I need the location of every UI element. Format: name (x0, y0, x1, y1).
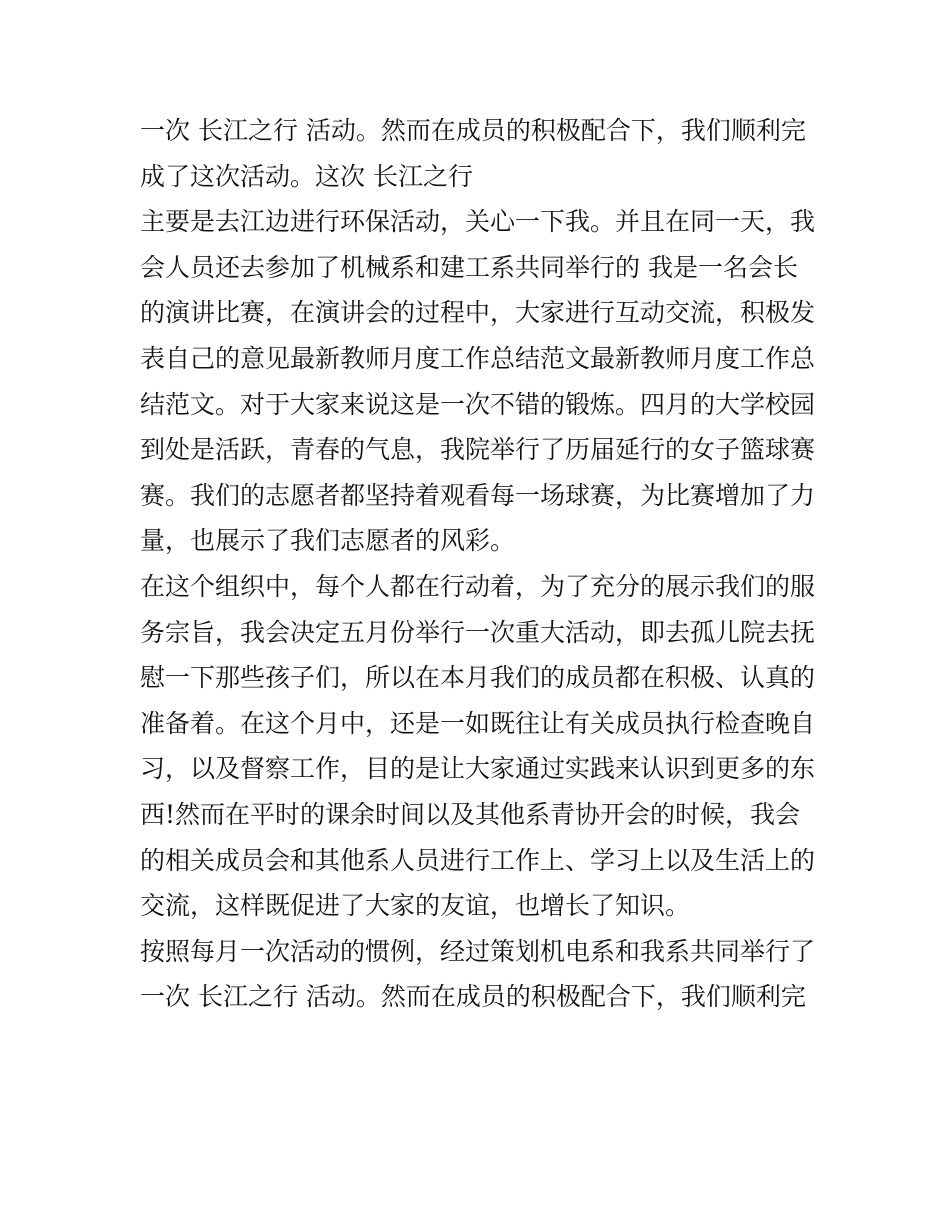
text-line: 一次 长江之行 活动。然而在成员的积极配合下，我们顺利完 (140, 116, 806, 145)
text-line: 交流，这样既促进了大家的友谊，也增长了知识。 (140, 891, 691, 921)
text-line: 会人员还去参加了机械系和建工系共同举行的 我是一名会长 (140, 252, 798, 282)
body-text (140, 108, 820, 1020)
text-line: 的演讲比赛，在演讲会的过程中，大家进行互动交流，积极发 (140, 298, 816, 328)
text-line: 主要是去江边进行环保活动，关心一下我。并且在同一天，我 (140, 207, 816, 237)
text-line: 的相关成员会和其他系人员进行工作上、学习上以及生活上的 (140, 845, 816, 875)
text-line: 表自己的意见最新教师月度工作总结范文最新教师月度工作总 (140, 343, 816, 373)
text-line: 准备着。在这个月中，还是一如既往让有关成员执行检查晚自 (140, 708, 816, 738)
text-line: 按照每月一次活动的惯例，经过策划机电系和我系共同举行了 (140, 936, 816, 966)
text-line: 习，以及督察工作，目的是让大家通过实践来认识到更多的东 (140, 754, 816, 784)
text-line: 成了这次活动。这次 长江之行 (140, 161, 473, 191)
text-line: 在这个组织中，每个人都在行动着，为了充分的展示我们的服 (140, 571, 816, 601)
text-line: 赛。我们的志愿者都坚持着观看每一场球赛，为比赛增加了力 (140, 480, 816, 510)
text-line: 一次 长江之行 活动。然而在成员的积极配合下，我们顺利完 (140, 982, 806, 1012)
text-line: 量，也展示了我们志愿者的风彩。 (140, 526, 516, 556)
text-line: 务宗旨，我会决定五月份举行一次重大活动，即去孤儿院去抚 (140, 617, 816, 647)
text-line: 慰一下那些孩子们，所以在本月我们的成员都在积极、认真的 (140, 663, 816, 693)
text-line: 到处是活跃，青春的气息，我院举行了历届延行的女子篮球赛 (140, 435, 816, 465)
text-line: 结范文。对于大家来说这是一次不错的锻炼。四月的大学校园 (140, 389, 816, 419)
text-line: 西!然而在平时的课余时间以及其他系青协开会的时候，我会 (140, 799, 801, 829)
